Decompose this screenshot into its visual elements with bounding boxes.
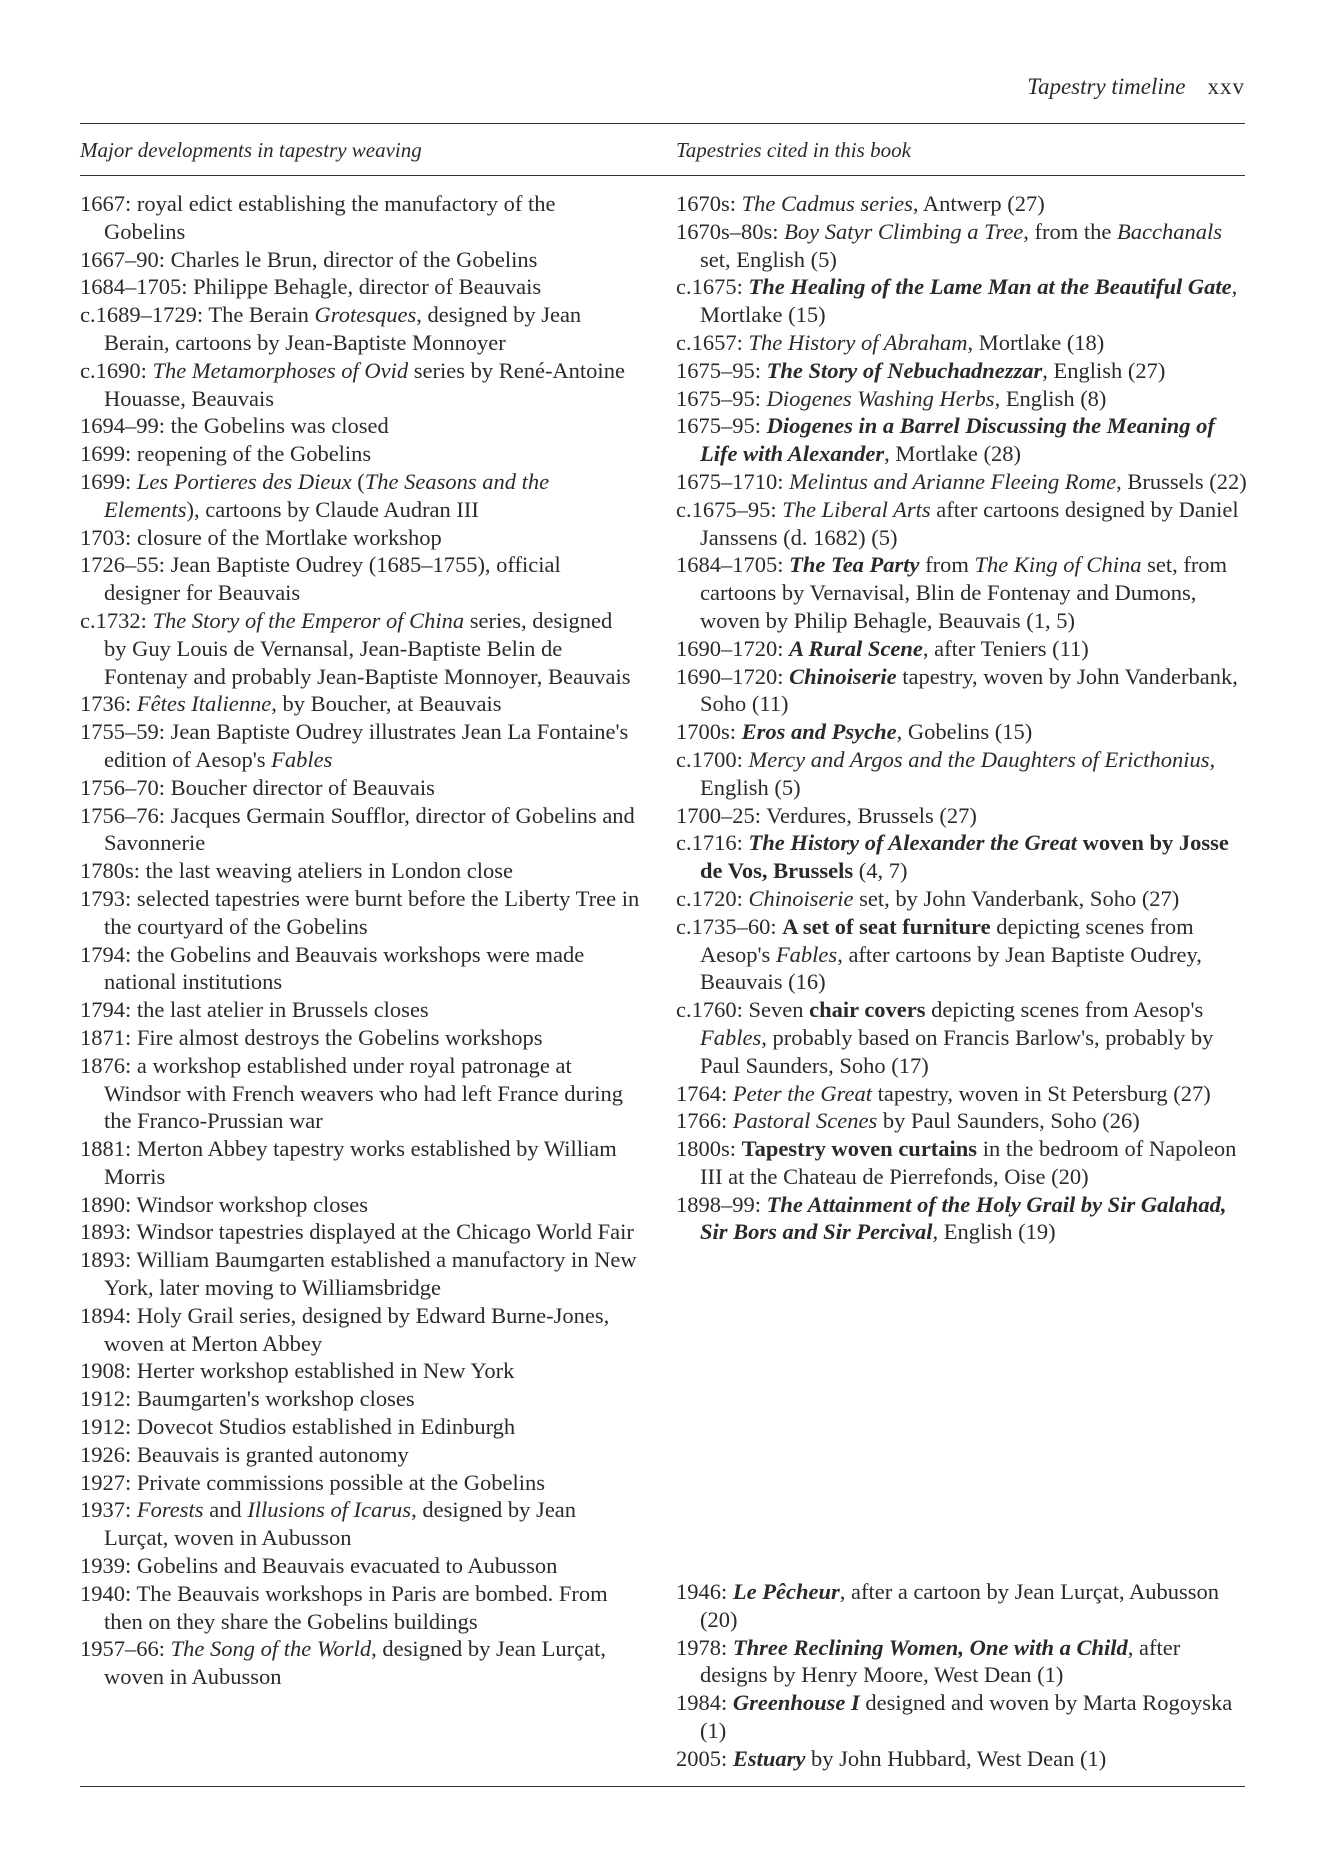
timeline-entry [80, 357, 640, 413]
timeline-entry [80, 1552, 640, 1580]
entry-text: 1793: selected tapestries were burnt before the Liberty Tree in the courtyard of the Gobelins [80, 885, 640, 939]
entry-text: Eros and Psyche [741, 719, 897, 745]
entry-text: c.1675: [676, 274, 749, 300]
timeline-entry [676, 273, 1250, 329]
entry-text: , probably based on Francis Barlow's, probably by Paul Saunders, Soho (17) [700, 1024, 1214, 1078]
entry-text: c.1735–60: [676, 913, 783, 939]
entry-text: 1690–1720: [676, 663, 790, 689]
entry-text: series by René-Antoine Houasse, Beauvais [104, 357, 625, 411]
timeline-entry [676, 190, 1250, 218]
entry-text: chair covers [809, 997, 926, 1023]
entry-text: 1699: reopening of the Gobelins [80, 441, 372, 467]
entry-text: c.1760: Seven [676, 997, 810, 1023]
entry-text: 1684–1705: Philippe Behagle, director of Beauvais [80, 274, 542, 300]
top-rule [80, 123, 1245, 124]
entry-text: by John Hubbard, West Dean (1) [805, 1745, 1107, 1771]
tapestries-cited-column [676, 190, 1250, 1246]
running-head [1027, 74, 1245, 100]
entry-text: Chinoiserie [789, 663, 897, 689]
timeline-entry [676, 385, 1250, 413]
heading-rule [80, 175, 1245, 176]
entry-text: Tapestry woven curtains [741, 1136, 978, 1162]
entry-text: c.1732: [80, 607, 153, 633]
entry-text: 1700–25: Verdures, Brussels (27) [676, 802, 977, 828]
entry-text: , after cartoons by Jean Baptiste Oudrey, Beauvais (16) [700, 941, 1202, 995]
entry-text: 1946: [676, 1579, 733, 1604]
timeline-entry [80, 1580, 640, 1636]
entry-text: 2005: [676, 1745, 733, 1771]
entry-text: , Mortlake (28) [884, 441, 1022, 467]
entry-text: 1890: Windsor workshop closes [80, 1191, 369, 1217]
timeline-entry [676, 329, 1250, 357]
entry-text: 1937: [80, 1497, 137, 1523]
timeline-entry [80, 1357, 640, 1385]
entry-text: 1912: Dovecot Studios established in Edinburgh [80, 1414, 516, 1440]
entry-text: , designed by Jean Lurçat, woven in Aubusson [104, 1636, 606, 1690]
entry-text: tapestry, woven by John Vanderbank, Soho (11) [700, 663, 1238, 717]
entry-text: 1908: Herter workshop established in New York [80, 1358, 515, 1384]
entry-text: , by Boucher, at Beauvais [271, 691, 502, 717]
entry-text: , from the [1023, 218, 1118, 244]
entry-text: designed and woven by Marta Rogoyska (1) [700, 1690, 1233, 1743]
entry-text: , English (5) [700, 746, 1216, 800]
left-column-heading: Major developments in tapestry weaving [80, 138, 422, 162]
entry-text: 1675–95: [676, 413, 767, 439]
entry-text: 1894: Holy Grail series, designed by Edward Burne-Jones, woven at Merton Abbey [80, 1302, 610, 1356]
entry-text: 1670s: [676, 191, 742, 216]
entry-text: The Story of Nebuchadnezzar [766, 357, 1043, 383]
entry-text: ), cartoons by Claude Audran III [186, 496, 479, 522]
entry-text: , after Teniers (11) [922, 635, 1089, 661]
entry-text: 1667–90: Charles le Brun, director of the Gobelins [80, 246, 538, 272]
entry-text: 1684–1705: [676, 552, 790, 578]
timeline-entry [80, 1496, 640, 1552]
timeline-entry [80, 1635, 640, 1691]
entry-text: 1912: Baumgarten's workshop closes [80, 1386, 415, 1412]
entry-text: Forests [136, 1497, 204, 1523]
entry-text: 1756–76: Jacques Germain Soufflor, director of Gobelins and Savonnerie [80, 802, 635, 856]
entry-text: , Gobelins (15) [896, 719, 1033, 745]
entry-text: The King of China [974, 552, 1142, 578]
entry-text: 1690–1720: [676, 635, 790, 661]
entry-text: The Healing of the Lame Man at the Beautiful Gate [748, 274, 1232, 300]
entry-text: 1736: [80, 691, 137, 717]
timeline-entry [676, 1191, 1250, 1247]
timeline-entry [80, 468, 640, 524]
entry-text: 1675–1710: [676, 468, 790, 494]
entry-text: , after designs by Henry Moore, West Dean (1) [700, 1634, 1181, 1688]
entry-text: 1984: [676, 1690, 733, 1716]
timeline-entry [676, 1578, 1250, 1634]
bottom-rule [80, 1786, 1245, 1787]
entry-text: 1699: [80, 468, 137, 494]
timeline-entry [80, 718, 640, 774]
timeline-entry [676, 1745, 1250, 1773]
timeline-entry [676, 718, 1250, 746]
entry-text: depicting scenes from Aesop's [925, 997, 1204, 1023]
entry-text: 1780s: the last weaving ateliers in London close [80, 858, 514, 884]
timeline-entry [676, 885, 1250, 913]
entry-text: 1670s–80s: [676, 218, 785, 244]
entry-text: after cartoons designed by Daniel Janssens (d. 1682) (5) [700, 496, 1239, 550]
entry-text: Fables [271, 746, 333, 772]
entry-text: 1675–95: [676, 357, 767, 383]
timeline-entry [80, 1052, 640, 1135]
entry-text: 1675–95: [676, 385, 767, 411]
timeline-entry [80, 273, 640, 301]
entry-text: Bacchanals [1117, 218, 1223, 244]
entry-text: The Cadmus series [741, 191, 913, 216]
timeline-entry [80, 1135, 640, 1191]
tapestries-cited-column-modern [676, 1578, 1250, 1773]
entry-text: c.1689–1729: The Berain [80, 302, 315, 328]
entry-text: , Mortlake (15) [700, 274, 1238, 328]
entry-text: Diogenes in a Barrel Discussing the Meaning of Life with Alexander [700, 413, 1215, 467]
timeline-entry [80, 774, 640, 802]
entry-text: 1893: William Baumgarten established a manufactory in New York, later moving to Williamsbridge [80, 1247, 637, 1301]
entry-text: 1794: the last atelier in Brussels closes [80, 997, 429, 1023]
entry-text: , English (27) [1042, 357, 1166, 383]
timeline-entry [676, 218, 1250, 274]
entry-text: (4, 7) [853, 858, 908, 884]
entry-text: 1940: The Beauvais workshops in Paris are bombed. From then on they share the Gobelins buildings [80, 1580, 608, 1634]
entry-text: The Song of the World [170, 1636, 372, 1662]
entry-text: The History of Abraham [748, 329, 968, 355]
entry-text: c.1657: [676, 329, 749, 355]
entry-text: , designed by Jean Berain, cartoons by Jean-Baptiste Monnoyer [104, 302, 582, 355]
entry-text: Fables [775, 941, 838, 967]
timeline-entry [676, 412, 1250, 468]
timeline-entry [80, 190, 640, 246]
entry-text: in the bedroom of Napoleon III at the Chateau de Pierrefonds, Oise (20) [700, 1136, 1237, 1189]
timeline-entry [676, 913, 1250, 996]
entry-text: Boy Satyr Climbing a Tree [784, 218, 1024, 244]
timeline-entry [80, 802, 640, 858]
timeline-entry [80, 1469, 640, 1497]
entry-text: A Rural Scene [789, 635, 923, 661]
timeline-entry [676, 1634, 1250, 1690]
entry-text: c.1690: [80, 357, 153, 383]
entry-text: The Metamorphoses of Ovid [152, 357, 409, 383]
entry-text: A set of seat furniture [782, 913, 991, 939]
right-column-heading: Tapestries cited in this book [676, 138, 911, 162]
entry-text: by Paul Saunders, Soho (26) [877, 1108, 1140, 1134]
entry-text: c.1700: [676, 746, 749, 772]
timeline-entry [676, 1135, 1250, 1191]
entry-text: , English (19) [932, 1219, 1056, 1245]
timeline-entry [676, 802, 1250, 830]
entry-text: woven by Josse de Vos, Brussels [700, 830, 1229, 884]
timeline-entry [676, 1080, 1250, 1108]
timeline-entry [80, 440, 640, 468]
entry-text: Peter the Great [732, 1080, 873, 1106]
timeline-entry [676, 663, 1250, 719]
timeline-entry [80, 1413, 640, 1441]
entry-text: 1756–70: Boucher director of Beauvais [80, 774, 435, 800]
timeline-entry [676, 1689, 1250, 1745]
timeline-entry [80, 551, 640, 607]
timeline-entry [80, 1218, 640, 1246]
timeline-entry [80, 524, 640, 552]
timeline-entry [676, 746, 1250, 802]
entry-text: 1667: royal edict establishing the manufactory of the Gobelins [80, 191, 556, 244]
entry-text: c.1675–95: [676, 496, 783, 522]
entry-text: set, English (5) [700, 246, 837, 272]
entry-text: Melintus and Arianne Fleeing Rome [789, 468, 1117, 494]
entry-text: , English (8) [994, 385, 1107, 411]
timeline-entry [676, 357, 1250, 385]
entry-text: Diogenes Washing Herbs [766, 385, 995, 411]
entry-text: 1755–59: Jean Baptiste Oudrey illustrates Jean La Fontaine's edition of Aesop's [80, 719, 629, 772]
timeline-entry [676, 829, 1250, 885]
entry-text: 1927: Private commissions possible at the Gobelins [80, 1469, 545, 1495]
timeline-entry [80, 1302, 640, 1358]
timeline-entry [80, 690, 640, 718]
timeline-entry [80, 1191, 640, 1219]
entry-text: Grotesques [314, 302, 417, 328]
entry-text: Three Reclining Women, One with a Child [732, 1634, 1128, 1660]
entry-text: 1876: a workshop established under royal patronage at Windsor with French weavers who had left France during the Franco-Prussian war [80, 1052, 623, 1134]
entry-text: Chinoiserie [748, 885, 854, 911]
timeline-entry [676, 996, 1250, 1079]
entry-text: 1957–66: [80, 1636, 171, 1662]
entry-text: Les Portieres des Dieux [136, 468, 352, 494]
entry-text: The Liberal Arts [782, 496, 931, 522]
entry-text: 1881: Merton Abbey tapestry works established by William Morris [80, 1136, 617, 1189]
timeline-entry [676, 551, 1250, 634]
entry-text: The Story of the Emperor of China [152, 607, 465, 633]
entry-text: Mercy and Argos and the Daughters of Ericthonius [748, 746, 1210, 772]
timeline-entry [80, 885, 640, 941]
entry-text: The Tea Party [789, 552, 920, 578]
entry-text: , Mortlake (18) [967, 329, 1105, 355]
entry-text: 1939: Gobelins and Beauvais evacuated to Aubusson [80, 1553, 558, 1579]
timeline-entry [80, 996, 640, 1024]
page-number: xxv [1207, 74, 1245, 99]
entry-text: depicting scenes from Aesop's [700, 913, 1194, 967]
entry-text: set, by John Vanderbank, Soho (27) [853, 885, 1180, 911]
timeline-entry [676, 1107, 1250, 1135]
entry-text: Pastoral Scenes [732, 1108, 878, 1134]
entry-text: Fables [700, 1024, 762, 1050]
entry-text: , after a cartoon by Jean Lurçat, Aubusson (20) [700, 1579, 1219, 1632]
timeline-entry [80, 1441, 640, 1469]
entry-text: Greenhouse I [732, 1690, 860, 1716]
entry-text: The Seasons and the Elements [104, 468, 550, 522]
entry-text: , designed by Jean Lurçat, woven in Aubusson [104, 1497, 577, 1551]
timeline-entry [80, 1385, 640, 1413]
timeline-entry [80, 246, 640, 274]
entry-text: 1800s: [676, 1136, 742, 1162]
entry-text: 1766: [676, 1108, 733, 1134]
timeline-entry [80, 941, 640, 997]
entry-text: 1694–99: the Gobelins was closed [80, 413, 389, 439]
entry-text: set, from cartoons by Vernavisal, Blin de Fontenay and Dumons, woven by Philip Behagle, Beauvais (1, 5) [700, 552, 1228, 633]
entry-text: 1726–55: Jean Baptiste Oudrey (1685–1755), official designer for Beauvais [80, 552, 561, 606]
entry-text: 1898–99: [676, 1191, 767, 1217]
entry-text: from [919, 552, 975, 578]
entry-text: , Antwerp (27) [912, 191, 1045, 216]
timeline-entry [80, 857, 640, 885]
entry-text: , Brussels (22) [1116, 468, 1247, 494]
entry-text: ( [351, 468, 365, 494]
entry-text: Illusions of Icarus [247, 1497, 412, 1523]
entry-text: c.1720: [676, 885, 749, 911]
major-developments-column [80, 190, 640, 1691]
timeline-entry [676, 635, 1250, 663]
entry-text: Estuary [732, 1745, 806, 1771]
timeline-entry [80, 301, 640, 357]
entry-text: The Attainment of the Holy Grail by Sir Galahad, Sir Bors and Sir Percival [700, 1191, 1227, 1245]
entry-text: 1893: Windsor tapestries displayed at the Chicago World Fair [80, 1219, 634, 1245]
timeline-entry [80, 1246, 640, 1302]
entry-text: 1700s: [676, 719, 742, 745]
timeline-entry [80, 607, 640, 690]
entry-text: c.1716: [676, 830, 749, 856]
timeline-entry [80, 1024, 640, 1052]
timeline-entry [676, 496, 1250, 552]
entry-text: 1871: Fire almost destroys the Gobelins workshops [80, 1024, 543, 1050]
entry-text: Fêtes Italienne [136, 691, 272, 717]
entry-text: 1764: [676, 1080, 733, 1106]
entry-text: 1703: closure of the Mortlake workshop [80, 524, 442, 550]
entry-text: tapestry, woven in St Petersburg (27) [872, 1080, 1211, 1106]
entry-text: 1978: [676, 1634, 733, 1660]
entry-text: series, designed by Guy Louis de Vernansal, Jean-Baptiste Belin de Fontenay and probably Jean-Baptiste Monnoyer, Beauvais [104, 607, 631, 689]
entry-text: 1794: the Gobelins and Beauvais workshops were made national institutions [80, 941, 585, 995]
running-head-title: Tapestry timeline [1027, 74, 1186, 99]
timeline-entry [80, 412, 640, 440]
entry-text: 1926: Beauvais is granted autonomy [80, 1441, 409, 1467]
entry-text: and [203, 1497, 248, 1523]
entry-text: Le Pêcheur [732, 1579, 840, 1604]
entry-text: The History of Alexander the Great [748, 830, 1078, 856]
timeline-entry [676, 468, 1250, 496]
